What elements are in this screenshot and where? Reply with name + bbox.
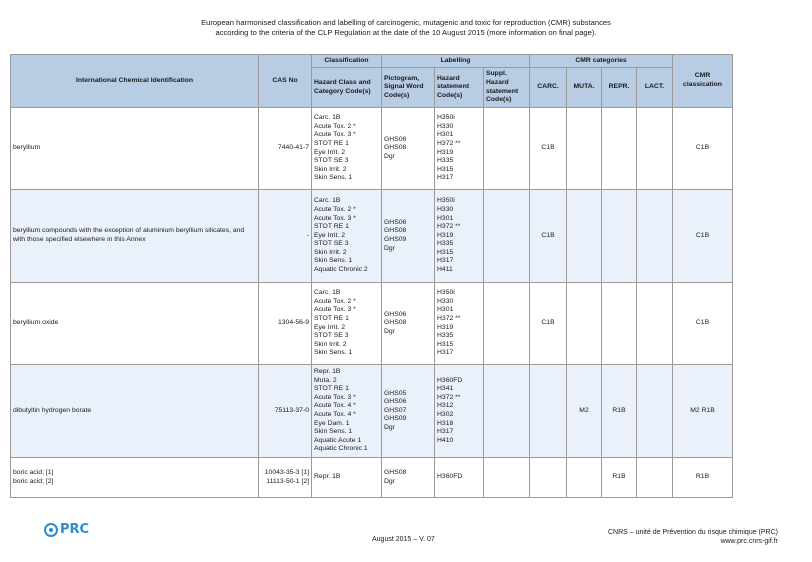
- cell-pictogram: [382, 190, 435, 283]
- hazard-statement-line: H350i: [437, 114, 455, 122]
- cell-carc: C1B: [530, 190, 567, 283]
- cell-hazard-class: [312, 365, 382, 458]
- hazard-class-line: Skin Sens. 1: [314, 349, 353, 357]
- hazard-statement-line: H330: [437, 297, 454, 305]
- hazard-statement-line: H335: [437, 157, 454, 165]
- pictogram-line: GHS06: [384, 398, 407, 406]
- cell-repr: R1B: [602, 458, 637, 498]
- cell-cas: 7440-41-7: [259, 108, 312, 190]
- hazard-class-line: Carc. 1B: [314, 197, 341, 205]
- cell-hazard-statement: [435, 190, 484, 283]
- hazard-statement-line: H372 **: [437, 139, 461, 147]
- cell-suppl: [484, 283, 530, 365]
- hazard-statement-line: H301: [437, 214, 454, 222]
- document-title: [0, 18, 812, 38]
- table-body: [11, 108, 733, 498]
- identification-line: boric acid; [1]: [13, 468, 54, 476]
- hazard-class-line: Eye Irrit. 2: [314, 231, 345, 239]
- hazard-class-line: Acute Tox. 4 *: [314, 402, 356, 410]
- hazard-class-line: Eye Irrit. 2: [314, 323, 345, 331]
- pictogram-line: GHS09: [384, 415, 407, 423]
- header-labelling-group: Labelling: [382, 55, 530, 68]
- hazard-statement-line: H319: [437, 323, 454, 331]
- hazard-class-line: Skin Sens. 1: [314, 257, 353, 265]
- hazard-statement-line: H330: [437, 205, 454, 213]
- cell-cas: -: [259, 190, 312, 283]
- pictogram-line: GHS06: [384, 218, 407, 226]
- table-row: [11, 458, 733, 498]
- header-lact: LACT.: [637, 68, 673, 108]
- cell-repr: [602, 283, 637, 365]
- cell-pictogram: [382, 108, 435, 190]
- hazard-statement-line: H312: [437, 402, 454, 410]
- cell-hazard-class: [312, 283, 382, 365]
- pictogram-line: GHS08: [384, 319, 407, 327]
- cell-cmr: C1B: [673, 190, 733, 283]
- cell-hazard-statement: [435, 108, 484, 190]
- cell-cmr: R1B: [673, 458, 733, 498]
- cell-pictogram: [382, 365, 435, 458]
- cell-suppl: [484, 190, 530, 283]
- cell-lact: [637, 108, 673, 190]
- pictogram-line: GHS08: [384, 227, 407, 235]
- cell-identification: [11, 458, 259, 498]
- prc-logo: [44, 522, 89, 537]
- hazard-class-line: STOT SE 3: [314, 332, 349, 340]
- cell-lact: [637, 458, 673, 498]
- cell-suppl: [484, 108, 530, 190]
- cell-repr: [602, 190, 637, 283]
- hazard-statement-line: H319: [437, 148, 454, 156]
- hazard-class-line: Acute Tox. 2 *: [314, 297, 356, 305]
- organization-info: [608, 528, 778, 546]
- cell-cas: 1304-56-9: [259, 283, 312, 365]
- hazard-statement-line: H317: [437, 257, 454, 265]
- hazard-class-line: STOT RE 1: [314, 385, 349, 393]
- cell-pictogram: [382, 283, 435, 365]
- pictogram-line: Dgr: [384, 152, 395, 160]
- cell-muta: [567, 458, 602, 498]
- hazard-statement-line: H301: [437, 306, 454, 314]
- cell-lact: [637, 283, 673, 365]
- pictogram-line: Dgr: [384, 327, 395, 335]
- cell-cas: 75113-37-0: [259, 365, 312, 458]
- hazard-statement-line: H360FD: [437, 376, 463, 384]
- organization-url: www.prc.cnrs-gif.fr: [720, 538, 778, 545]
- hazard-statement-line: H372 **: [437, 314, 461, 322]
- hazard-statement-line: H330: [437, 122, 454, 130]
- header-pictogram: Pictogram, Signal Word Code(s): [382, 68, 435, 108]
- hazard-class-line: Acute Tox. 3 *: [314, 393, 356, 401]
- cell-identification: beryllium: [11, 108, 259, 190]
- hazard-class-line: Skin Irrit. 2: [314, 248, 347, 256]
- hazard-class-line: Repr. 1B: [314, 368, 341, 376]
- cell-suppl: [484, 458, 530, 498]
- cell-cmr: C1B: [673, 108, 733, 190]
- hazard-statement-line: H315: [437, 165, 454, 173]
- table-row: [11, 108, 733, 190]
- table-row: [11, 283, 733, 365]
- hazard-statement-line: H318: [437, 419, 454, 427]
- cell-identification: beryllium oxide: [11, 283, 259, 365]
- header-cmr-classification: CMR classication: [673, 55, 733, 108]
- header-cmr-categories-group: CMR categories: [530, 55, 673, 68]
- identification-line: boric acid; [2]: [13, 477, 54, 485]
- hazard-statement-line: H350i: [437, 289, 455, 297]
- version-label: August 2015 – V. 07: [372, 536, 435, 543]
- header-classification-group: Classification: [312, 55, 382, 68]
- cell-hazard-class: [312, 190, 382, 283]
- hazard-class-line: Skin Irrit. 2: [314, 165, 347, 173]
- hazard-statement-line: H410: [437, 436, 454, 444]
- hazard-class-line: Carc. 1B: [314, 114, 341, 122]
- hazard-statement-line: H317: [437, 174, 454, 182]
- cell-muta: [567, 190, 602, 283]
- drop-icon: [44, 523, 58, 537]
- header-suppl-hazard: Suppl. Hazard statement Code(s): [484, 68, 530, 108]
- hazard-class-line: Eye Irrit. 2: [314, 148, 345, 156]
- cell-hazard-class: [312, 108, 382, 190]
- cell-pictogram: [382, 458, 435, 498]
- hazard-statement-line: H360FD: [437, 473, 463, 481]
- cell-hazard-statement: [435, 458, 484, 498]
- hazard-statement-line: H319: [437, 231, 454, 239]
- cell-muta: [567, 283, 602, 365]
- hazard-class-line: Acute Tox. 2 *: [314, 122, 356, 130]
- cell-hazard-statement: [435, 283, 484, 365]
- cell-repr: R1B: [602, 365, 637, 458]
- hazard-class-line: Acute Tox. 4 *: [314, 411, 356, 418]
- cell-cmr: C1B: [673, 283, 733, 365]
- hazard-class-line: Aquatic Chronic 1: [314, 445, 368, 453]
- header-identification: International Chemical Identification: [11, 55, 259, 108]
- hazard-statement-line: H372 **: [437, 393, 461, 401]
- cell-muta: [567, 108, 602, 190]
- pictogram-line: GHS08: [384, 468, 407, 476]
- cell-carc: [530, 458, 567, 498]
- cell-hazard-class: [312, 458, 382, 498]
- header-hazard-class: Hazard Class and Category Code(s): [312, 68, 382, 108]
- pictogram-line: Dgr: [384, 477, 395, 485]
- hazard-class-line: Carc. 1B: [314, 289, 341, 297]
- pictogram-line: Dgr: [384, 423, 395, 431]
- hazard-class-line: Acute Tox. 3 *: [314, 131, 356, 139]
- header-muta: MUTA.: [567, 68, 602, 108]
- hazard-statement-line: H350i: [437, 197, 455, 205]
- pictogram-line: Dgr: [384, 244, 395, 252]
- cell-repr: [602, 108, 637, 190]
- hazard-statement-line: H315: [437, 248, 454, 256]
- cell-hazard-statement: [435, 365, 484, 458]
- table-row: [11, 365, 733, 458]
- hazard-class-line: Acute Tox. 3 *: [314, 214, 356, 222]
- cell-muta: M2: [567, 365, 602, 458]
- hazard-class-line: Muta. 2: [314, 376, 337, 384]
- hazard-statement-line: H301: [437, 131, 454, 139]
- header-hazard-statement: Hazard statement Code(s): [435, 68, 484, 108]
- cell-identification: beryllium compounds with the exception of aluminium beryllium silicates, and with those specified elsewhere in this Annex: [11, 190, 259, 283]
- hazard-statement-line: H335: [437, 240, 454, 248]
- hazard-class-line: Aquatic Chronic 2: [314, 266, 368, 274]
- pictogram-line: GHS09: [384, 236, 407, 243]
- cell-lact: [637, 190, 673, 283]
- cell-cmr: M2 R1B: [673, 365, 733, 458]
- hazard-class-line: Aquatic Acute 1: [314, 436, 362, 444]
- hazard-statement-line: H372 **: [437, 223, 461, 231]
- hazard-statement-line: H411: [437, 266, 453, 274]
- hazard-statement-line: H315: [437, 340, 454, 348]
- pictogram-line: GHS05: [384, 389, 407, 397]
- title-line-2: according to the criteria of the CLP Regulation at the date of the 10 August 2015 (more information on final page).: [215, 28, 597, 37]
- cell-cas: [259, 458, 312, 498]
- hazard-class-line: STOT RE 1: [314, 314, 349, 322]
- logo-text: PRC: [60, 522, 90, 537]
- hazard-statement-line: H317: [437, 428, 454, 436]
- cell-carc: C1B: [530, 283, 567, 365]
- hazard-statement-line: H341: [437, 385, 454, 393]
- cell-identification: dibutyltin hydrogen borate: [11, 365, 259, 458]
- organization-name: CNRS – unité de Prévention du risque chimique (PRC): [607, 529, 778, 536]
- cas-line: 10043-35-3 [1]: [264, 468, 309, 476]
- header-repr: REPR.: [602, 68, 637, 108]
- hazard-class-line: STOT RE 1: [314, 139, 349, 147]
- pictogram-line: GHS08: [384, 144, 407, 152]
- hazard-class-line: Skin Irrit. 2: [314, 340, 347, 348]
- hazard-class-line: Skin Sens. 1: [314, 174, 353, 182]
- header-cas: CAS No: [259, 55, 312, 108]
- title-line-1: European harmonised classification and labelling of carcinogenic, mutagenic and toxic for reproduction (CMR) substances: [201, 18, 611, 27]
- pictogram-line: GHS06: [384, 310, 407, 318]
- cas-line: 11113-50-1 [2]: [266, 477, 309, 485]
- cell-carc: C1B: [530, 108, 567, 190]
- hazard-class-line: Repr. 1B: [314, 473, 341, 481]
- hazard-class-line: STOT SE 3: [314, 240, 349, 248]
- table-row: [11, 190, 733, 283]
- cell-carc: [530, 365, 567, 458]
- hazard-class-line: Acute Tox. 3 *: [314, 306, 356, 314]
- hazard-class-line: Acute Tox. 2 *: [314, 205, 356, 213]
- hazard-class-line: STOT RE 1: [314, 223, 349, 231]
- hazard-class-line: Skin Sens. 1: [314, 428, 353, 436]
- header-carc: CARC.: [530, 68, 567, 108]
- hazard-statement-line: H317: [437, 349, 454, 357]
- cell-lact: [637, 365, 673, 458]
- cmr-substances-table: [10, 54, 733, 498]
- hazard-class-line: Eye Dam. 1: [314, 419, 350, 427]
- pictogram-line: GHS06: [384, 135, 407, 143]
- hazard-statement-line: H335: [437, 332, 454, 340]
- pictogram-line: GHS07: [384, 406, 407, 414]
- hazard-class-line: STOT SE 3: [314, 157, 349, 165]
- hazard-statement-line: H302: [437, 411, 454, 418]
- cell-suppl: [484, 365, 530, 458]
